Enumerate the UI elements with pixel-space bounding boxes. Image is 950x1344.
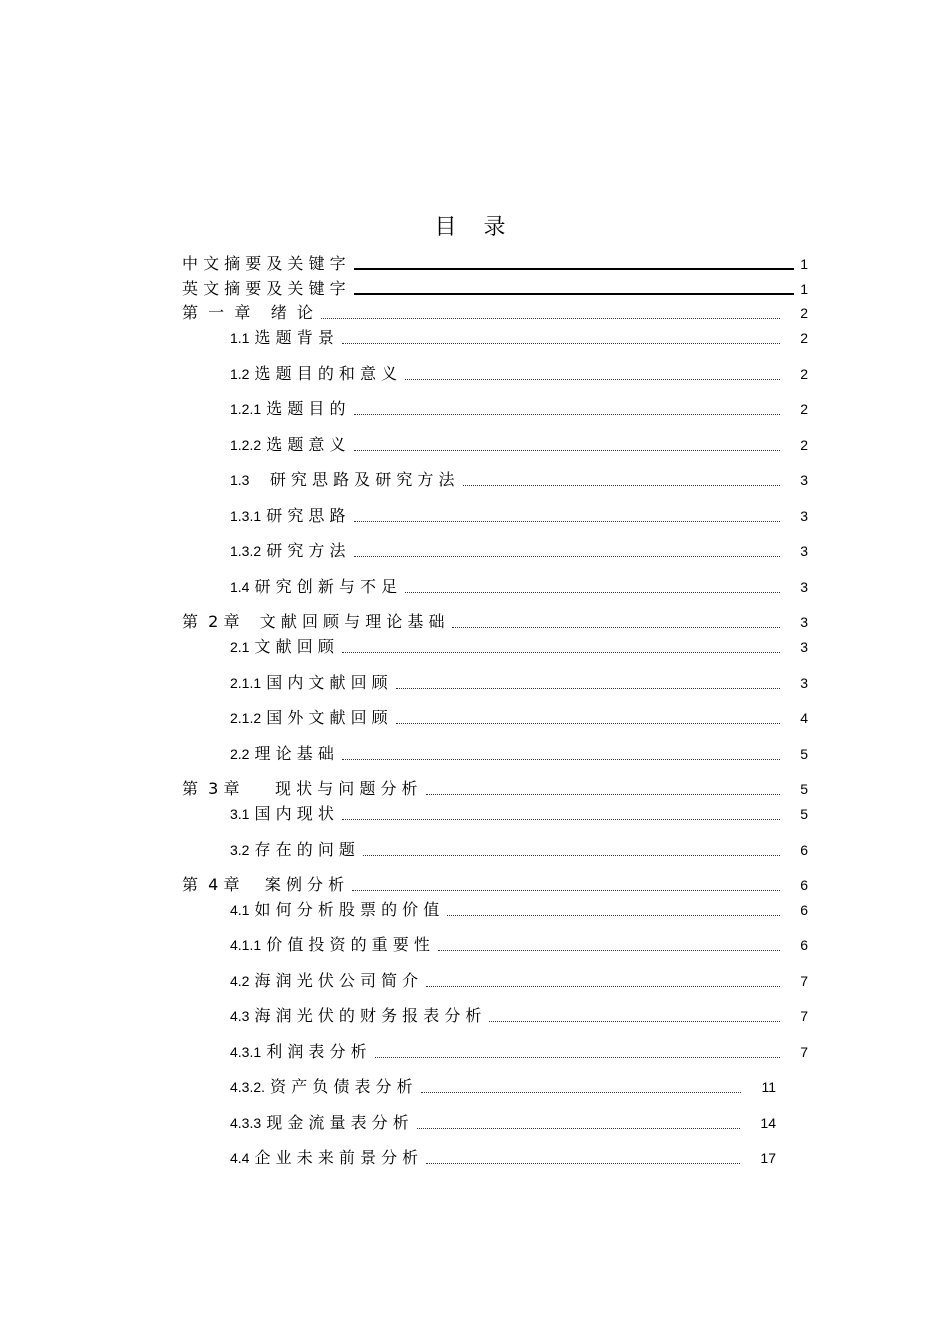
toc-entry[interactable]	[230, 1006, 808, 1026]
toc-leader	[421, 1091, 742, 1093]
toc-entry-number: 4.3.1	[230, 1044, 262, 1060]
toc-entry-label: 第 3 章 现 状 与 问 题 分 析	[182, 779, 418, 798]
toc-entry-page: 3	[800, 472, 808, 488]
toc-entry-page: 3	[800, 675, 808, 691]
toc-leader	[405, 591, 780, 593]
toc-entry-page: 3	[800, 614, 808, 630]
toc-entry-label: 研 究 创 新 与 不 足	[249, 577, 398, 596]
toc-entry-label: 国 外 文 献 回 顾	[261, 708, 388, 727]
toc-entry-page: 7	[800, 973, 808, 989]
toc-entry-number: 4.3	[230, 1008, 250, 1024]
toc-entry[interactable]	[230, 971, 808, 991]
toc-entry[interactable]	[182, 779, 808, 799]
toc-entry[interactable]	[230, 744, 808, 764]
toc-entry-page: 3	[800, 639, 808, 655]
toc-entry-page: 3	[800, 543, 808, 559]
toc-entry[interactable]	[230, 577, 808, 597]
toc-entry-page: 17	[760, 1150, 776, 1166]
toc-entry-page: 6	[800, 877, 808, 893]
toc-entry-label: 研 究 思 路 及 研 究 方 法	[249, 470, 455, 489]
toc-entry[interactable]	[230, 935, 808, 955]
toc-entry-label: 选 题 背 景	[249, 328, 334, 347]
toc-entry-label: 国 内 现 状	[249, 804, 334, 823]
toc-entry-number: 4.1	[230, 902, 250, 918]
toc-leader	[426, 1162, 740, 1164]
toc-entry[interactable]	[230, 1113, 776, 1133]
toc-entry-label: 理 论 基 础	[249, 744, 334, 763]
toc-entry-number: 1.3	[230, 472, 250, 488]
toc-entry[interactable]	[230, 1077, 776, 1097]
toc-leader	[342, 651, 780, 653]
toc-entry[interactable]	[230, 364, 808, 384]
toc-entry-page: 2	[800, 330, 808, 346]
toc-entry[interactable]	[230, 328, 808, 348]
toc-entry-number: 4.3.3	[230, 1115, 262, 1131]
toc-entry-page: 5	[800, 806, 808, 822]
toc-entry-number: 4.2	[230, 973, 250, 989]
toc-entry-number: 2.1	[230, 639, 250, 655]
toc-entry-page: 7	[800, 1044, 808, 1060]
toc-entry-number: 1.1	[230, 330, 250, 346]
toc-entry[interactable]	[182, 875, 808, 895]
toc-entry-number: 2.2	[230, 746, 250, 762]
toc-entry-page: 4	[800, 710, 808, 726]
toc-entry[interactable]	[182, 303, 808, 323]
toc-entry-page: 11	[761, 1079, 776, 1095]
toc-leader	[417, 1127, 741, 1129]
toc-entry-page: 7	[800, 1008, 808, 1024]
toc-entry-page: 2	[800, 401, 808, 417]
toc-leader	[354, 520, 781, 522]
toc-entry[interactable]	[230, 435, 808, 455]
toc-entry-label: 利 润 表 分 析	[261, 1042, 367, 1061]
toc-entry-label: 中 文 摘 要 及 关 键 字	[182, 254, 346, 273]
toc-entry[interactable]	[230, 1148, 776, 1168]
toc-leader	[447, 914, 780, 916]
toc-entry[interactable]	[182, 254, 808, 274]
toc-leader	[375, 1056, 780, 1058]
toc-title: 目 录	[434, 215, 516, 240]
toc-entry[interactable]	[230, 900, 808, 920]
toc-leader	[396, 722, 780, 724]
toc-entry-label: 存 在 的 问 题	[249, 840, 355, 859]
toc-entry[interactable]	[230, 506, 808, 526]
toc-entry-number: 1.3.1	[230, 508, 262, 524]
toc-entry-label: 第 一 章 绪 论	[182, 303, 313, 322]
toc-entry-page: 3	[800, 508, 808, 524]
toc-entry-number: 2.1.1	[230, 675, 262, 691]
toc-leader	[452, 626, 780, 628]
toc-entry-page: 14	[760, 1115, 776, 1131]
toc-entry-page: 1	[800, 256, 808, 272]
toc-entry-label: 英 文 摘 要 及 关 键 字	[182, 279, 346, 298]
toc-entry[interactable]	[230, 541, 808, 561]
toc-entry-label: 选 题 目 的 和 意 义	[249, 364, 398, 383]
toc-entry-page: 6	[800, 937, 808, 953]
toc-entry-number: 2.1.2	[230, 710, 262, 726]
toc-entry[interactable]	[230, 1042, 808, 1062]
toc-entry-label: 研 究 思 路	[261, 506, 346, 525]
toc-entry-page: 5	[800, 746, 808, 762]
toc-entry-label: 文 献 回 顾	[249, 637, 334, 656]
toc-entry-number: 4.1.1	[230, 937, 262, 953]
toc-entry-label: 海 润 光 伏 的 财 务 报 表 分 析	[249, 1006, 482, 1025]
toc-entry-page: 2	[800, 437, 808, 453]
toc-entry-label: 第 4 章 案 例 分 析	[182, 875, 345, 894]
toc-entry[interactable]	[230, 840, 808, 860]
toc-leader	[426, 793, 780, 795]
toc-entry-label: 现 金 流 量 表 分 析	[261, 1113, 409, 1132]
toc-entry-label: 国 内 文 献 回 顾	[261, 673, 388, 692]
toc-entry[interactable]	[230, 804, 808, 824]
toc-entry-label: 企 业 未 来 前 景 分 析	[249, 1148, 419, 1167]
toc-leader	[354, 413, 781, 415]
toc-entry[interactable]	[182, 612, 808, 632]
toc-entry[interactable]	[230, 399, 808, 419]
toc-entry-number: 4.4	[230, 1150, 250, 1166]
toc-leader	[352, 889, 780, 891]
toc-entry-label: 选 题 意 义	[261, 435, 346, 454]
toc-entry[interactable]	[182, 279, 808, 299]
toc-entry-number: 4.3.2.	[230, 1079, 266, 1095]
toc-entry-page: 3	[800, 579, 808, 595]
toc-entry-number: 3.2	[230, 842, 250, 858]
toc-leader	[342, 818, 780, 820]
toc-entry-page: 1	[800, 281, 808, 297]
toc-leader	[354, 555, 781, 557]
toc-leader	[405, 378, 780, 380]
toc-entry-label: 第 2 章 文 献 回 顾 与 理 论 基 础	[182, 612, 445, 631]
toc-leader	[354, 267, 794, 270]
toc-leader	[426, 985, 780, 987]
toc-leader	[363, 854, 780, 856]
toc-entry-number: 1.3.2	[230, 543, 262, 559]
toc-entry-page: 5	[800, 781, 808, 797]
toc-entry[interactable]	[230, 673, 808, 693]
toc-leader	[321, 317, 780, 319]
toc-entry[interactable]	[230, 637, 808, 657]
toc-entry[interactable]	[230, 470, 808, 490]
toc-leader	[396, 687, 780, 689]
toc-leader	[342, 758, 780, 760]
toc-leader	[342, 342, 780, 344]
toc-leader	[489, 1020, 780, 1022]
toc-entry-label: 价 值 投 资 的 重 要 性	[261, 935, 430, 954]
toc-entry-number: 1.2	[230, 366, 250, 382]
toc-leader	[354, 292, 794, 295]
toc-leader	[438, 949, 780, 951]
toc-entry-label: 研 究 方 法	[261, 541, 346, 560]
toc-entry-number: 3.1	[230, 806, 250, 822]
toc-leader	[463, 484, 780, 486]
toc-entry[interactable]	[230, 708, 808, 728]
toc-entry-page: 6	[800, 842, 808, 858]
toc-entry-number: 1.2.2	[230, 437, 262, 453]
toc-entry-page: 6	[800, 902, 808, 918]
toc-entry-page: 2	[800, 305, 808, 321]
toc-entry-label: 资 产 负 债 表 分 析	[265, 1077, 413, 1096]
toc-entry-label: 如 何 分 析 股 票 的 价 值	[249, 900, 440, 919]
toc-entry-number: 1.2.1	[230, 401, 262, 417]
toc-entry-label: 选 题 目 的	[261, 399, 346, 418]
toc-entry-number: 1.4	[230, 579, 250, 595]
toc-entry-label: 海 润 光 伏 公 司 简 介	[249, 971, 419, 990]
toc-leader	[354, 449, 781, 451]
toc-entry-page: 2	[800, 366, 808, 382]
